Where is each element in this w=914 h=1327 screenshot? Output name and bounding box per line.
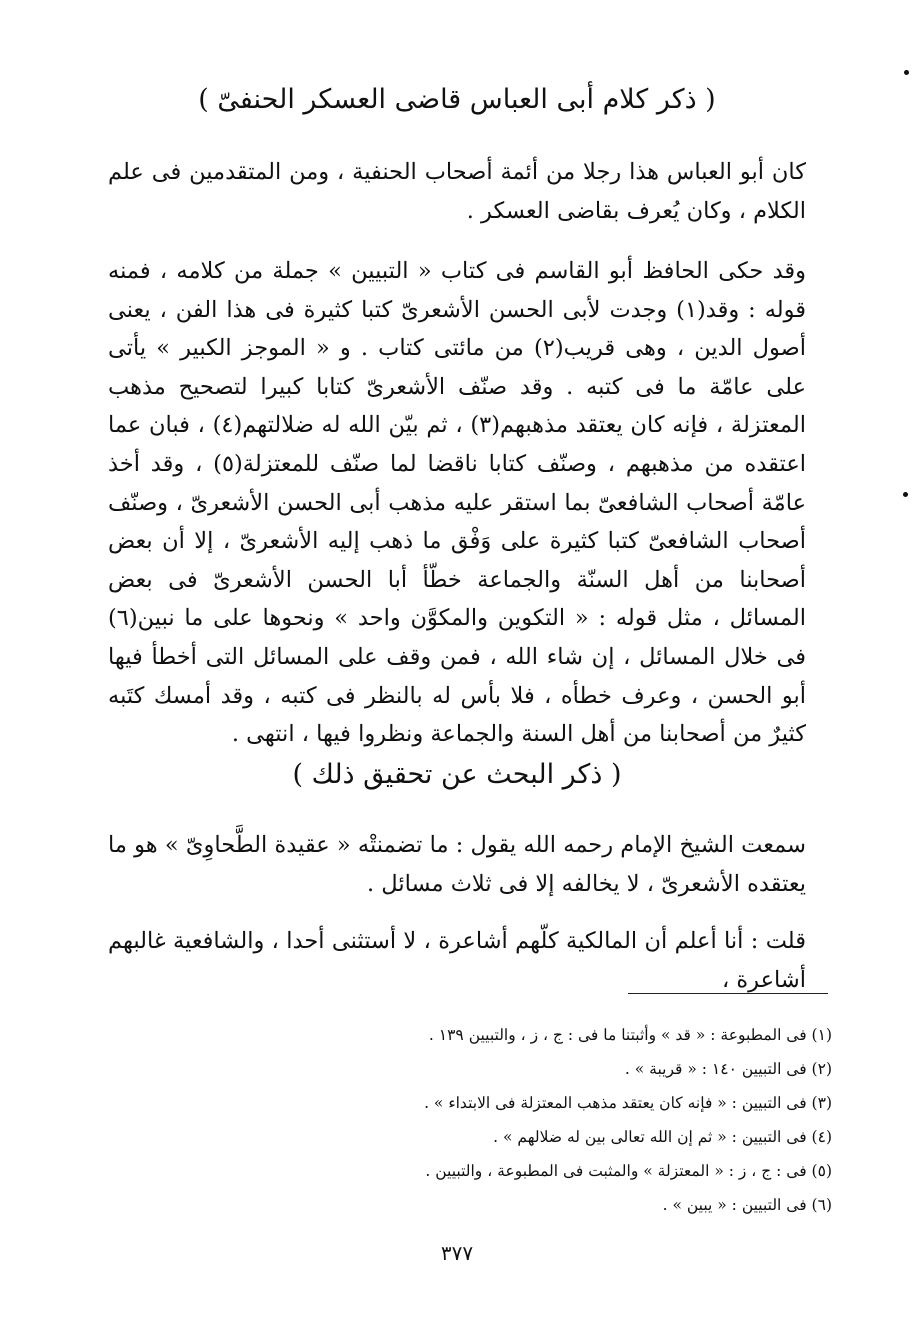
paragraph-text: سمعت الشيخ الإمام رحمه الله يقول : ما تضمنتْه « عقيدة الطَّحاوِىّ » هو ما يعتقده الأشعرىّ ، لا يخالفه إلا فى ثلاث مسائل . — [108, 832, 806, 897]
scan-speck — [903, 492, 908, 497]
footnote-3: (٣) فى التبيين : « فإنه كان يعتقد مذهب المعتزلة فى الابتداء » . — [424, 1094, 832, 1112]
footnote-separator — [628, 993, 828, 994]
footnotes-list — [300, 1018, 832, 1222]
page-number: ٣٧٧ — [440, 1241, 474, 1265]
footnote-6: (٦) فى التبيين : « يبين » . — [662, 1196, 832, 1214]
section-heading-verification: ( ذكر البحث عن تحقيق ذلك ) — [292, 759, 622, 790]
scan-speck — [904, 70, 909, 75]
paragraph-tahawi — [108, 826, 806, 903]
section-heading-abu-al-abbas: ( ذكر كلام أبى العباس قاضى العسكر الحنفىّ ) — [198, 84, 716, 115]
paragraph-quotation — [108, 252, 806, 754]
footnote-5: (٥) فى : ج ، ز : « المعتزلة » والمثبت فى المطبوعة ، والتبيين . — [425, 1162, 832, 1180]
footnote-4: (٤) فى التبيين : « ثم إن الله تعالى بين له ضلالهم » . — [493, 1128, 832, 1146]
paragraph-text: قلت : أنا أعلم أن المالكية كلّهم أشاعرة ، لا أستثنى أحدا ، والشافعية غالبهم أشاعرة ، — [108, 928, 806, 993]
paragraph-ashaira — [108, 922, 806, 999]
footnote-1: (١) فى المطبوعة : « قد » وأثبتنا ما فى : ج ، ز ، والتبيين ١٣٩ . — [428, 1026, 832, 1044]
paragraph-text: وقد حكى الحافظ أبو القاسم فى كتاب « التبيين » جملة من كلامه ، فمنه قوله : وقد(١) وجدت لأبى الحسن الأشعرىّ كتبا كثيرة فى هذا الفن ، يعنى أصول الدين ، وهى قريب(٢) من مائتى كتاب . و « الموجز الكبير » يأتى على عامّة ما فى كتبه . وقد صنّف الأشعرىّ كتابا كبيرا لتصحيح مذهب المعتزلة ، فإنه كان يعتقد مذهبهم(٣) ، ثم بيّن الله له ضلالتهم(٤) ، فبان عما اعتقده من مذهبهم ، وصنّف كتابا ناقضا لما صنّف للمعتزلة(٥) ، وقد أخذ عامّة أصحاب الشافعىّ بما استقر عليه مذهب أبى الحسن الأشعرىّ ، وصنّف أصحاب الشافعىّ كتبا كثيرة على وَفْق ما ذهب إليه الأشعرىّ ، إلا أن بعض أصحابنا من أهل السنّة والجماعة خطّأ أبا الحسن الأشعرىّ فى بعض المسائل ، مثل قوله : « التكوين والمكوَّن واحد » ونحوها على ما نبين(٦) فى خلال المسائل ، إن شاء الله ، فمن وقف على المسائل التى أخطأ فيها أبو الحسن ، وعرف خطأه ، فلا بأس له بالنظر فى كتبه ، وقد أمسك كتَبه كثيرٌ من أصحابنا من أهل السنة والجماعة ونظروا فيها ، انتهى . — [108, 258, 807, 748]
paragraph-text: كان أبو العباس هذا رجلا من أئمة أصحاب الحنفية ، ومن المتقدمين فى علم الكلام ، وكان يُعرف بقاضى العسكر . — [108, 159, 806, 224]
footnote-2: (٢) فى التبيين ١٤٠ : « قريبة » . — [624, 1060, 832, 1078]
paragraph-intro — [108, 153, 806, 230]
